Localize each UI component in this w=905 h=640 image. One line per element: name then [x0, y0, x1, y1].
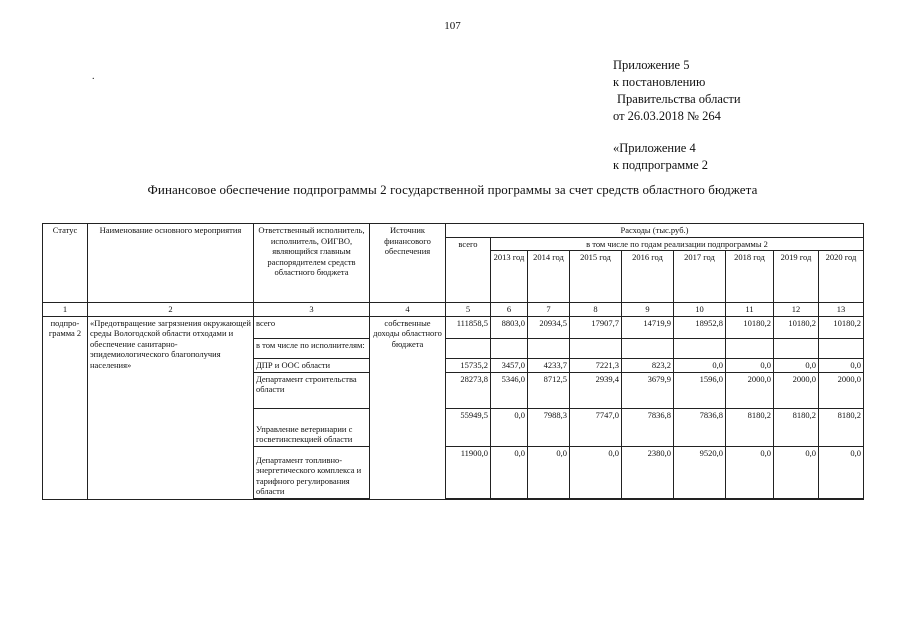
value-cell: 20934,5 — [528, 316, 570, 338]
value-cell — [446, 338, 491, 358]
spacer-cell — [774, 498, 819, 499]
col-number: 2 — [88, 303, 254, 317]
header-year: 2020 год — [819, 251, 864, 303]
value-cell: 10180,2 — [726, 316, 774, 338]
executor-cell: Департамент строительства области — [254, 372, 370, 408]
value-cell: 0,0 — [528, 446, 570, 498]
annex-header — [613, 57, 741, 125]
value-cell: 823,2 — [622, 358, 674, 372]
table-row — [43, 316, 864, 338]
header-expenses: Расходы (тыс.руб.) — [446, 224, 864, 238]
annex-sub-header — [613, 140, 708, 174]
value-cell: 111858,5 — [446, 316, 491, 338]
col-number: 10 — [674, 303, 726, 317]
spacer-cell — [819, 498, 864, 499]
annex-line-2: к постановлению — [613, 75, 706, 89]
header-year: 2018 год — [726, 251, 774, 303]
header-year: 2017 год — [674, 251, 726, 303]
value-cell: 9520,0 — [674, 446, 726, 498]
value-cell: 1596,0 — [674, 372, 726, 408]
value-cell: 11900,0 — [446, 446, 491, 498]
value-cell: 55949,5 — [446, 408, 491, 446]
value-cell: 3457,0 — [491, 358, 528, 372]
col-number: 12 — [774, 303, 819, 317]
col-number: 5 — [446, 303, 491, 317]
value-cell — [819, 338, 864, 358]
header-status: Статус — [43, 224, 88, 303]
value-cell — [570, 338, 622, 358]
value-cell: 0,0 — [819, 358, 864, 372]
col-number: 4 — [370, 303, 446, 317]
annex-sub-line-2: к подпрограмме 2 — [613, 158, 708, 172]
value-cell — [528, 338, 570, 358]
value-cell: 10180,2 — [774, 316, 819, 338]
value-cell — [491, 338, 528, 358]
header-responsible: Ответственный исполнитель, исполнитель, ОИГВО, являющийся главным распорядителем средств областного бюджета — [254, 224, 370, 303]
header-total: всего — [446, 237, 491, 303]
measure-cell: «Предотвращение загрязнения окружающей среды Вологодской области отходами и обеспечение санитарно-эпидемиологического благополучия населения» — [88, 316, 254, 499]
executor-cell: в том числе по исполнителям: — [254, 338, 370, 358]
value-cell: 7221,3 — [570, 358, 622, 372]
value-cell: 8180,2 — [819, 408, 864, 446]
col-number: 13 — [819, 303, 864, 317]
value-cell: 0,0 — [726, 446, 774, 498]
value-cell: 2000,0 — [819, 372, 864, 408]
spacer-cell — [726, 498, 774, 499]
value-cell: 0,0 — [674, 358, 726, 372]
annex-line-4: от 26.03.2018 № 264 — [613, 109, 721, 123]
col-number: 3 — [254, 303, 370, 317]
value-cell: 17907,7 — [570, 316, 622, 338]
value-cell: 4233,7 — [528, 358, 570, 372]
col-number: 11 — [726, 303, 774, 317]
document-title: Финансовое обеспечение подпрограммы 2 государственной программы за счет средств областного бюджета — [147, 182, 758, 197]
page-number: 107 — [444, 20, 461, 32]
value-cell: 2000,0 — [726, 372, 774, 408]
value-cell: 8803,0 — [491, 316, 528, 338]
value-cell: 8180,2 — [774, 408, 819, 446]
spacer-cell — [570, 498, 622, 499]
header-year: 2014 год — [528, 251, 570, 303]
header-source: Источник финансового обеспечения — [370, 224, 446, 303]
spacer-cell — [491, 498, 528, 499]
spacer-cell — [674, 498, 726, 499]
value-cell: 15735,2 — [446, 358, 491, 372]
annex-line-1: Приложение 5 — [613, 58, 690, 72]
col-number: 1 — [43, 303, 88, 317]
col-number: 7 — [528, 303, 570, 317]
header-year: 2016 год — [622, 251, 674, 303]
value-cell: 7747,0 — [570, 408, 622, 446]
header-year: 2015 год — [570, 251, 622, 303]
spacer-cell — [528, 498, 570, 499]
value-cell — [774, 338, 819, 358]
value-cell: 7836,8 — [674, 408, 726, 446]
value-cell: 3679,9 — [622, 372, 674, 408]
column-numbers-row — [43, 303, 864, 317]
spacer-cell — [622, 498, 674, 499]
executor-cell: всего — [254, 316, 370, 338]
status-cell: подпро-грамма 2 — [43, 316, 88, 499]
value-cell: 8712,5 — [528, 372, 570, 408]
col-number: 9 — [622, 303, 674, 317]
value-cell: 0,0 — [774, 358, 819, 372]
value-cell: 28273,8 — [446, 372, 491, 408]
value-cell — [726, 338, 774, 358]
header-row-1 — [43, 224, 864, 238]
annex-line-3: Правительства области — [617, 92, 741, 106]
executor-cell: Департамент топливно-энергетического комплекса и тарифного регулирования области — [254, 446, 370, 498]
header-measure: Наименование основного мероприятия — [88, 224, 254, 303]
value-cell — [674, 338, 726, 358]
header-by-years: в том числе по годам реализации подпрограммы 2 — [491, 237, 864, 251]
value-cell: 10180,2 — [819, 316, 864, 338]
executor-cell: ДПР и ООС области — [254, 358, 370, 372]
value-cell: 5346,0 — [491, 372, 528, 408]
value-cell — [622, 338, 674, 358]
value-cell: 0,0 — [491, 446, 528, 498]
col-number: 6 — [491, 303, 528, 317]
header-year: 2019 год — [774, 251, 819, 303]
stray-dot: . — [92, 71, 95, 82]
value-cell: 18952,8 — [674, 316, 726, 338]
value-cell: 0,0 — [491, 408, 528, 446]
executor-cell: Управление ветеринарии с госветинспекцией области — [254, 408, 370, 446]
value-cell: 0,0 — [774, 446, 819, 498]
spacer-cell — [446, 498, 491, 499]
value-cell: 14719,9 — [622, 316, 674, 338]
value-cell: 2000,0 — [774, 372, 819, 408]
annex-sub-line-1: «Приложение 4 — [613, 141, 696, 155]
value-cell: 0,0 — [726, 358, 774, 372]
value-cell: 0,0 — [819, 446, 864, 498]
col-number: 8 — [570, 303, 622, 317]
value-cell: 7836,8 — [622, 408, 674, 446]
financing-table — [42, 223, 864, 500]
value-cell: 2939,4 — [570, 372, 622, 408]
value-cell: 0,0 — [570, 446, 622, 498]
value-cell: 2380,0 — [622, 446, 674, 498]
value-cell: 7988,3 — [528, 408, 570, 446]
value-cell: 8180,2 — [726, 408, 774, 446]
source-cell: собственные доходы областного бюджета — [370, 316, 446, 499]
spacer-cell — [254, 498, 370, 499]
header-year: 2013 год — [491, 251, 528, 303]
